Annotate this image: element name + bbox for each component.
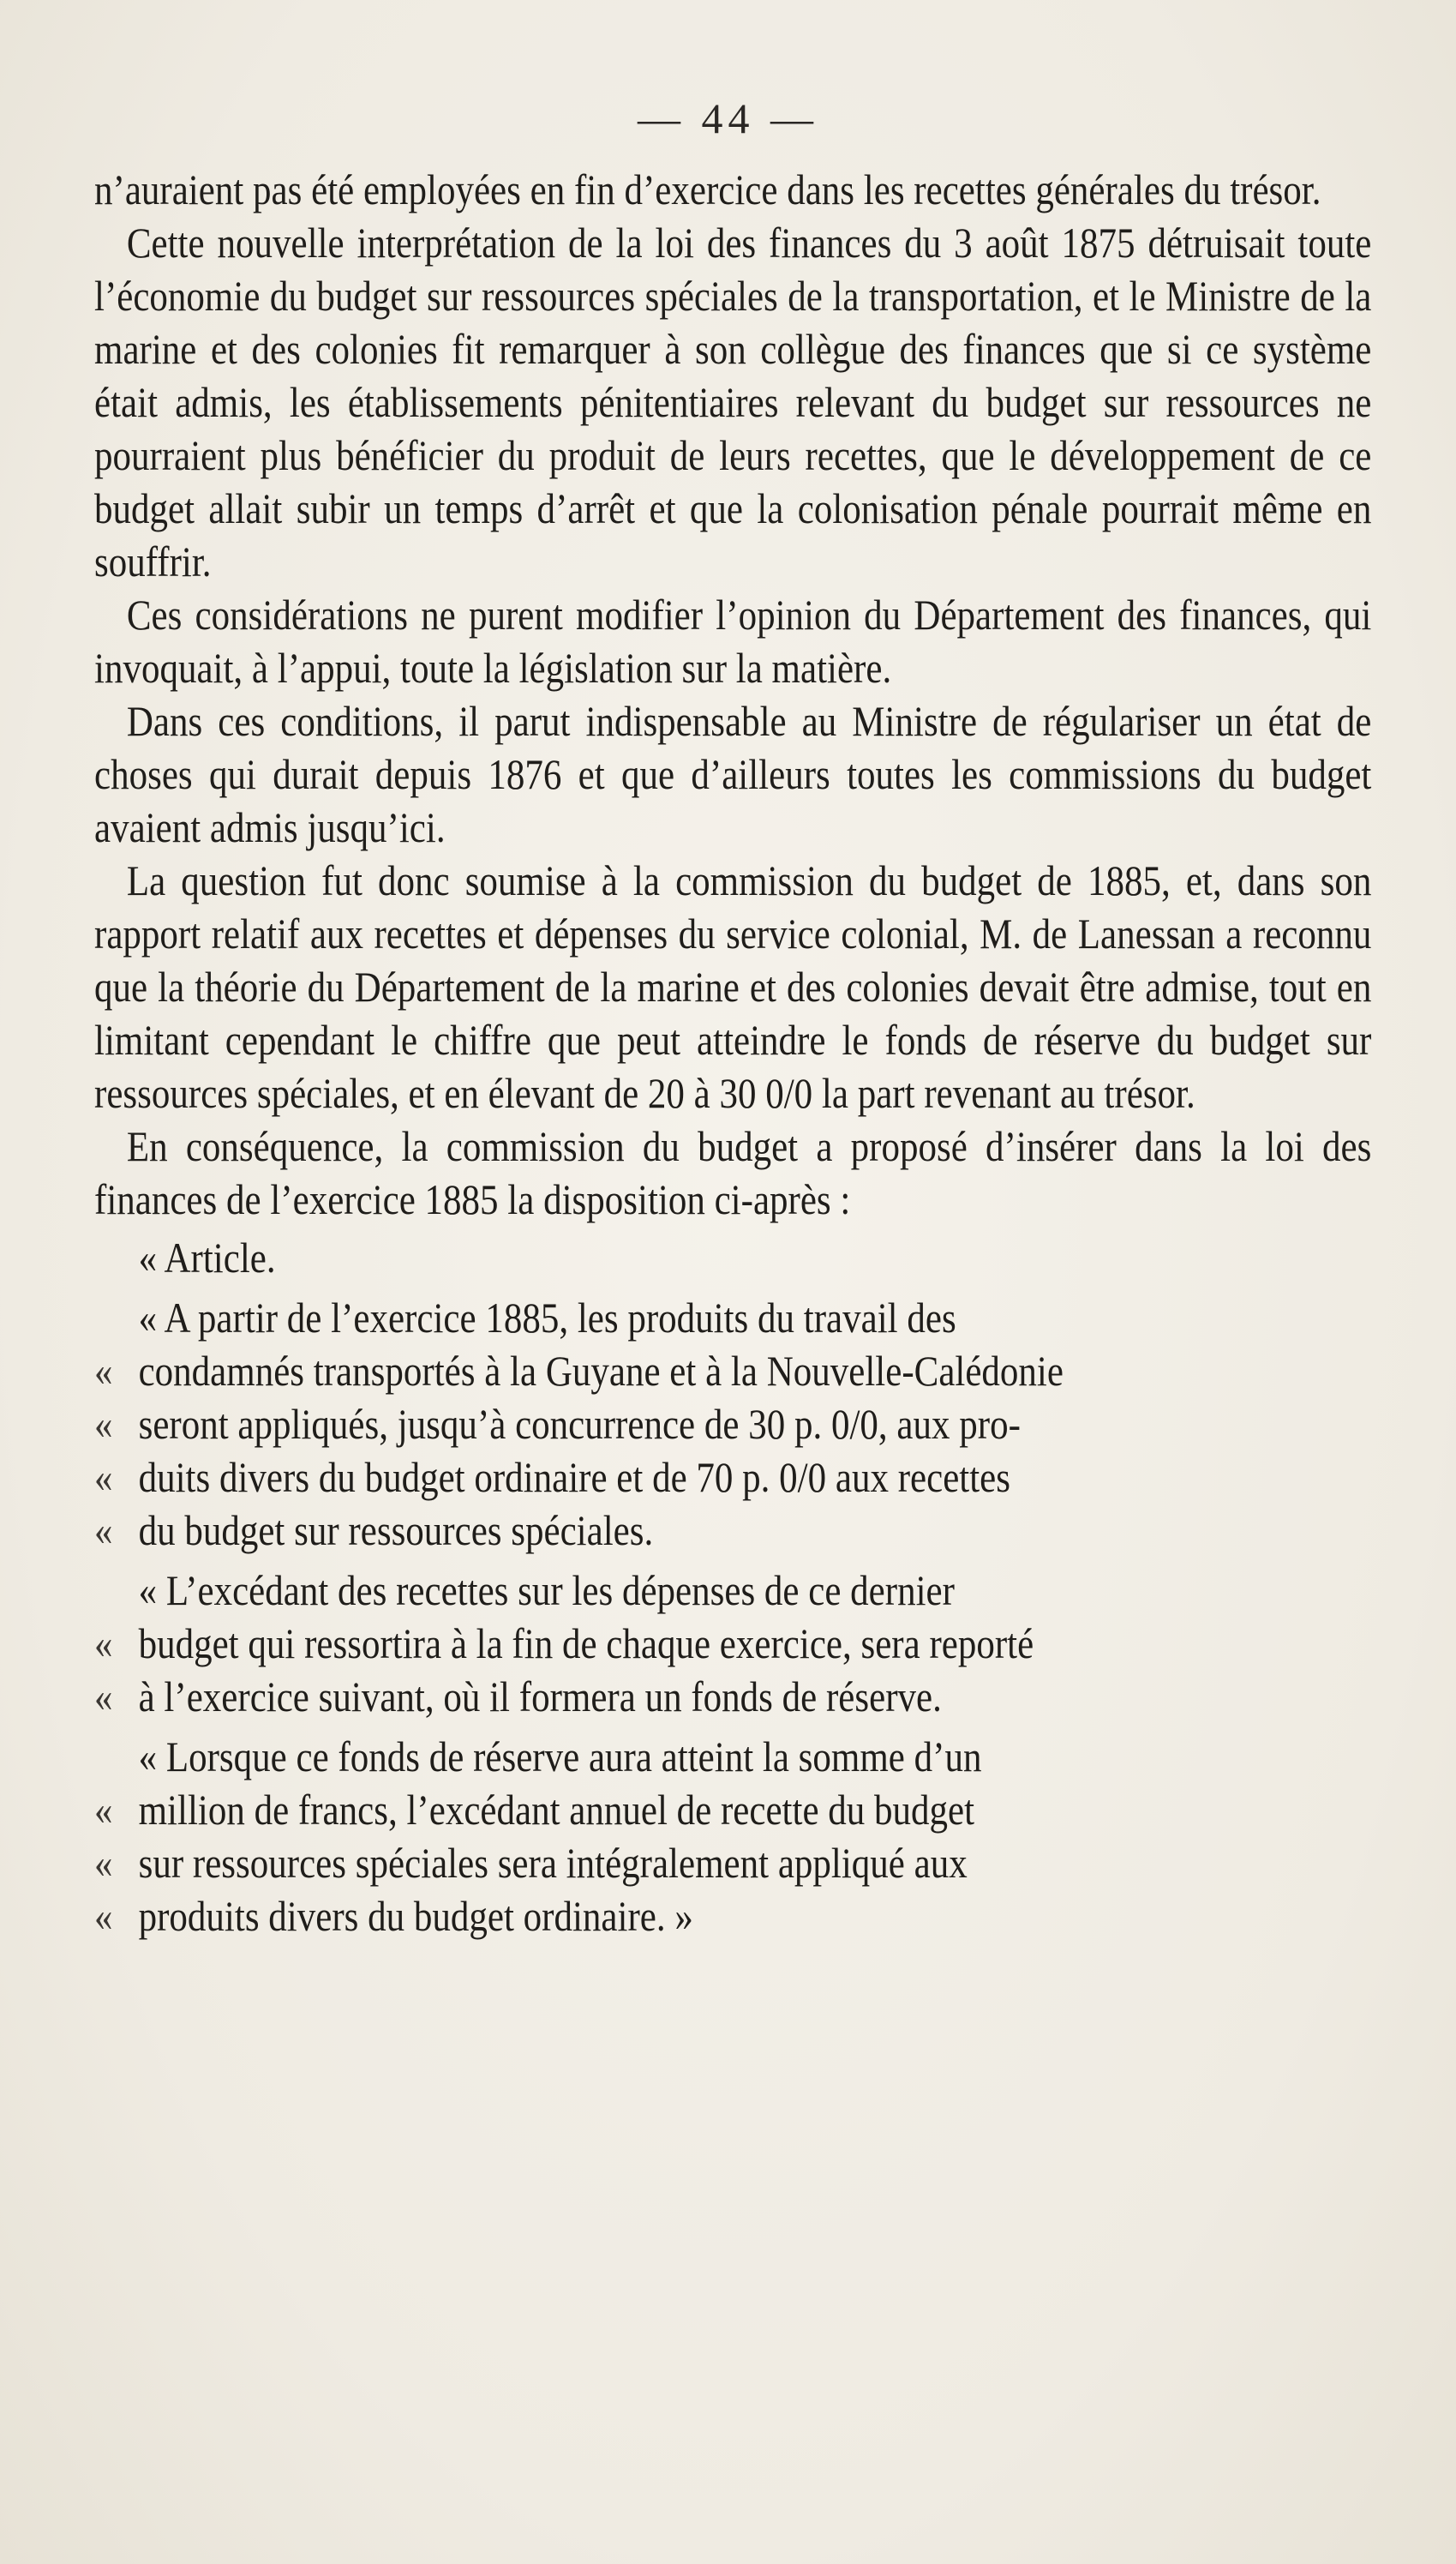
quote-paragraph-1 bbox=[94, 1291, 1371, 1557]
quote-line-continued: « seront appliqués, jusqu’à concurrence de 30 p. 0/0, aux pro- bbox=[94, 1397, 1371, 1450]
paragraph-6: En conséquence, la commission du budget a proposé d’insérer dans la loi des finances de l’exercice 1885 la disposition ci-après : bbox=[94, 1122, 1372, 1223]
guillemet-mark: « bbox=[94, 1672, 113, 1720]
guillemet-mark: « bbox=[94, 1892, 113, 1940]
paragraph-5: La question fut donc soumise à la commission du budget de 1885, et, dans son rapport relatif aux recettes et dépenses du service colonial, M. de Lanessan a reconnu que la théorie du Département de la marine et des colonies devait être admise, tout en limitant cependant le chiffre que peut atteindre le fonds de réserve du budget sur ressources spéciales, et en élevant de 20 à 30 0/0 la part revenant au trésor. bbox=[94, 856, 1372, 1117]
quote-paragraph-2 bbox=[94, 1564, 1371, 1723]
quote-line-continued: « du budget sur ressources spéciales. bbox=[94, 1504, 1371, 1557]
paragraph-4: Dans ces conditions, il parut indispensable au Ministre de régulariser un état de choses qui durait depuis 1876 et que d’ailleurs toutes les commissions du budget avaient admis jusqu’ici. bbox=[94, 697, 1372, 851]
quote-line-continued: « à l’exercice suivant, où il formera un fonds de réserve. bbox=[94, 1670, 1371, 1723]
paragraph-3: Ces considérations ne purent modifier l’opinion du Département des finances, qui invoquait, à l’appui, toute la législation sur la matière. bbox=[94, 591, 1372, 692]
guillemet-mark: « bbox=[94, 1506, 113, 1554]
quote-line-continued: « million de francs, l’excédant annuel de recette du budget bbox=[94, 1783, 1371, 1836]
guillemet-mark: « bbox=[94, 1786, 113, 1834]
quote-line: « L’excédant des recettes sur les dépenses de ce dernier bbox=[138, 1566, 955, 1614]
guillemet-mark: « bbox=[94, 1619, 113, 1667]
guillemet-mark: « bbox=[94, 1347, 113, 1395]
page-number: — 44 — bbox=[638, 94, 818, 142]
guillemet-mark: « bbox=[94, 1839, 113, 1887]
quoted-article bbox=[94, 1231, 1371, 1943]
quote-line-continued: « produits divers du budget ordinaire. » bbox=[94, 1889, 1371, 1943]
paragraph-1: n’auraient pas été employées en fin d’exercice dans les recettes générales du trésor. bbox=[94, 165, 1321, 213]
quote-line-continued: « budget qui ressortira à la fin de chaque exercice, sera reporté bbox=[94, 1617, 1371, 1670]
quote-paragraph-3 bbox=[94, 1730, 1371, 1943]
quote-line: « Lorsque ce fonds de réserve aura atteint la somme d’un bbox=[138, 1732, 982, 1780]
quote-line: « A partir de l’exercice 1885, les produits du travail des bbox=[138, 1294, 956, 1342]
paragraph-2: Cette nouvelle interprétation de la loi des finances du 3 août 1875 détruisait toute l’économie du budget sur ressources spéciales de la transportation, et le Ministre de la marine et des colonies fit remarquer à son collègue des finances que si ce système était admis, les établissements pénitentiaires relevant du budget sur ressources ne pourraient plus bénéficier du produit de leurs recettes, que le développement de ce budget allait subir un temps d’arrêt et que la colonisation pénale pourrait même en souffrir. bbox=[94, 219, 1372, 585]
quote-line-continued: « condamnés transportés à la Guyane et à la Nouvelle-Calédonie bbox=[94, 1344, 1371, 1397]
guillemet-mark: « bbox=[94, 1453, 113, 1501]
article-title: « Article. bbox=[138, 1234, 276, 1282]
quote-line-continued: « duits divers du budget ordinaire et de 70 p. 0/0 aux recettes bbox=[94, 1450, 1371, 1504]
body-text bbox=[94, 163, 1371, 1943]
guillemet-mark: « bbox=[94, 1400, 113, 1448]
quote-line-continued: « sur ressources spéciales sera intégralement appliqué aux bbox=[94, 1836, 1371, 1889]
